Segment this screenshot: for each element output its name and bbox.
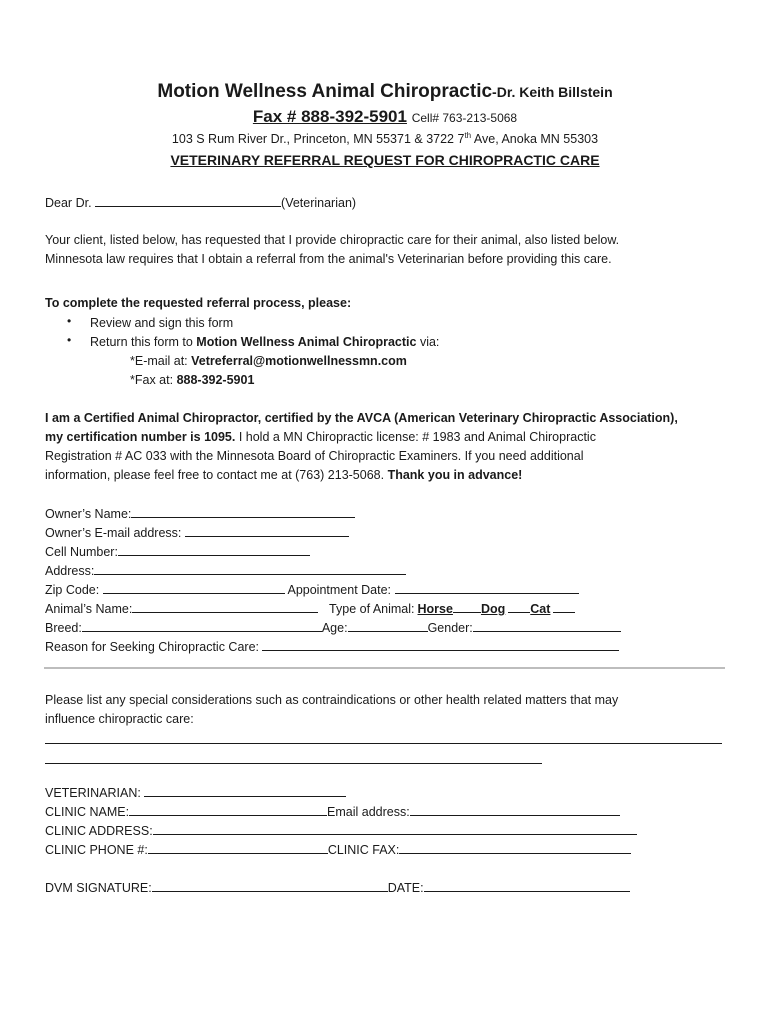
owner-name-label: Owner’s Name: [45,507,132,521]
email-line [130,353,407,369]
address-part1: 103 S Rum River Dr., Princeton, MN 55371 & 3722 7 [171,132,465,146]
email-label: *E-mail at: [130,354,188,368]
cert-line-3: Registration # AC 033 with the Minnesota Board of Chiropractic Examiners. If you need additional [45,449,584,463]
intro-line-1: Your client, listed below, has requested that I provide chiropractic care for their animal, also listed below. [45,233,620,247]
option-cat[interactable]: Cat [530,602,551,616]
cert-line-2 [45,429,596,445]
instruction-return-suffix: via: [416,335,440,349]
clinic-phone-field[interactable] [148,841,328,854]
dog-check-field[interactable] [508,600,530,613]
considerations-line-2: influence chiropractic care: [45,712,194,726]
zip-code-label: Zip Code: [45,583,100,597]
bullet-icon: • [67,333,72,347]
address-row [45,562,406,579]
gender-label: Gender: [427,621,473,635]
owner-email-label: Owner’s E-mail address: [45,526,182,540]
address-sup: th [464,130,472,140]
cat-check-field[interactable] [553,600,575,613]
veterinarian-name-field[interactable] [95,194,281,207]
owner-email-field[interactable] [185,524,349,537]
cell-number-field[interactable] [118,543,310,556]
dvm-signature-field[interactable] [152,879,388,892]
fax-label: *Fax at: [130,373,174,387]
header-address [0,131,770,147]
cert-license: I hold a MN Chiropractic license: # 1983 and Animal Chiropractic [235,430,596,444]
date-field[interactable] [424,879,630,892]
clinic-fax-label: CLINIC FAX: [327,843,400,857]
cell-number: Cell# 763-213-5068 [411,111,518,125]
considerations-field-1[interactable] [45,743,722,744]
clinic-name: Motion Wellness Animal Chiropractic [157,81,493,102]
date-label: DATE: [387,881,424,895]
instruction-review: Review and sign this form [90,316,234,330]
zip-code-field[interactable] [103,581,285,594]
owner-name-field[interactable] [131,505,355,518]
reason-label: Reason for Seeking Chiropractic Care: [45,640,259,654]
thank-you: Thank you in advance! [387,468,523,482]
form-title: VETERINARY REFERRAL REQUEST FOR CHIROPRACTIC CARE [170,152,600,168]
breed-label: Breed: [45,621,82,635]
intro-line-2: Minnesota law requires that I obtain a referral from the animal's Veterinarian before providing this care. [45,252,612,266]
instruction-return-prefix: Return this form to [90,335,197,349]
horse-check-field[interactable] [453,600,481,613]
cell-number-label: Cell Number: [45,545,118,559]
considerations-field-2[interactable] [45,763,542,764]
address-field[interactable] [94,562,406,575]
fax-line [130,372,254,388]
clinic-fax-field[interactable] [399,841,631,854]
cert-contact: information, please feel free to contact me at (763) 213-5068. [45,468,385,482]
instruction-return [90,334,439,350]
signature-row [45,879,630,896]
zip-appointment-row [45,581,579,598]
fax-number: Fax # 888-392-5901 [252,107,407,126]
section-divider [44,667,725,669]
email-link[interactable]: Vetreferral@motionwellnessmn.com [191,354,407,368]
cert-number: my certification number is 1095. [45,430,236,444]
clinic-name-label: CLINIC NAME: [45,805,130,819]
clinic-phone-row [45,841,631,858]
clinic-name-row [45,803,620,820]
veterinarian-label: VETERINARIAN: [45,786,141,800]
breed-field[interactable] [82,619,322,632]
clinic-name-field[interactable] [129,803,327,816]
cell-number-row [45,543,310,560]
appointment-date-field[interactable] [395,581,579,594]
appointment-date-label: Appointment Date: [287,583,392,597]
salutation-prefix: Dear Dr. [45,196,92,210]
address-label: Address: [45,564,95,578]
animal-name-field[interactable] [132,600,318,613]
instructions-heading: To complete the requested referral process, please: [45,296,352,310]
salutation-suffix: (Veterinarian) [281,196,357,210]
gender-field[interactable] [473,619,621,632]
considerations-line-1: Please list any special considerations such as contraindications or other health related matters that may [45,693,619,707]
header-contact [0,107,770,128]
age-field[interactable] [348,619,428,632]
owner-email-row [45,524,349,541]
clinic-email-label: Email address: [327,805,410,819]
fax-value: 888-392-5901 [176,373,255,387]
clinic-address-field[interactable] [153,822,637,835]
type-of-animal-label: Type of Animal: [329,602,415,616]
owner-name-row [45,505,355,522]
instruction-return-clinic: Motion Wellness Animal Chiropractic [196,335,417,349]
animal-row [45,600,575,617]
veterinarian-field[interactable] [144,784,346,797]
address-part2: Ave, Anoka MN 55303 [471,132,599,146]
dvm-signature-label: DVM SIGNATURE: [45,881,152,895]
breed-row [45,619,621,636]
doctor-name: -Dr. Keith Billstein [492,84,613,100]
clinic-address-label: CLINIC ADDRESS: [45,824,153,838]
salutation [45,194,356,211]
age-label: Age: [321,621,348,635]
animal-name-label: Animal’s Name: [45,602,133,616]
reason-field[interactable] [262,638,619,651]
veterinarian-row [45,784,346,801]
cert-line-1: I am a Certified Animal Chiropractor, certified by the AVCA (American Veterinary Chiropractic Association), [45,411,678,425]
clinic-email-field[interactable] [410,803,620,816]
clinic-address-row [45,822,637,839]
reason-row [45,638,619,655]
option-horse[interactable]: Horse [417,602,453,616]
option-dog[interactable]: Dog [480,602,506,616]
clinic-phone-label: CLINIC PHONE #: [45,843,148,857]
cert-line-4 [45,467,522,483]
bullet-icon: • [67,314,72,328]
header-title [0,80,770,104]
